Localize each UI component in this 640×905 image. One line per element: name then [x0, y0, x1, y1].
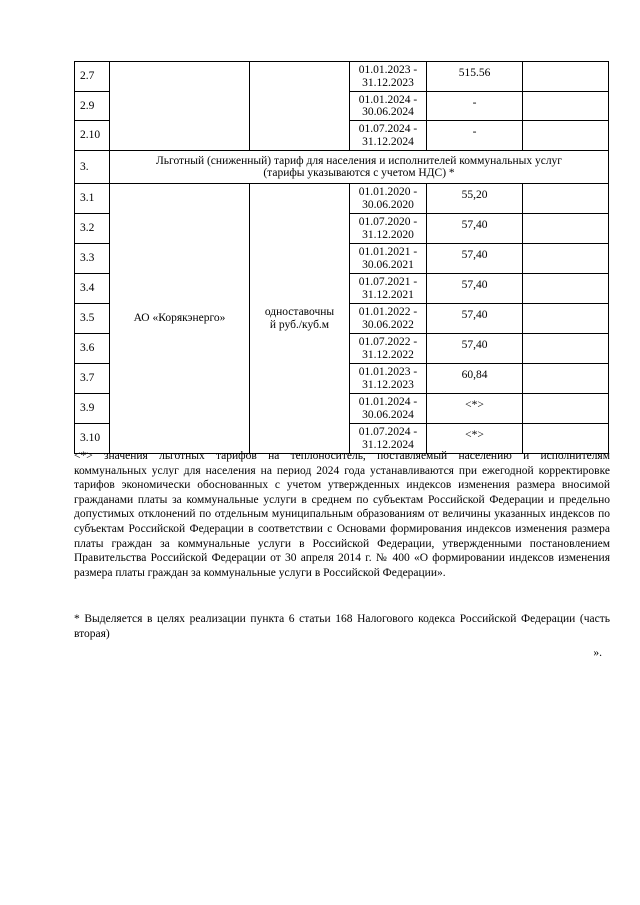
- tariff-value: 57,40: [427, 304, 523, 334]
- row-number: 3.9: [75, 394, 110, 424]
- row-number: 2.9: [75, 92, 110, 121]
- period-cell: 01.01.2022 - 30.06.2022: [350, 304, 427, 334]
- footnote-star: <*> значения льготных тарифов на теплоноситель, поставляемый населению и исполнителям коммунальных услуг для населения на период 2024 года устанавливаются при ежегодной корректировке тарифов экономически обоснованных с учетом утвержденных индексов изменения размера вносимой гражданами платы за коммунальные услуги в среднем по субъектам Российской Федерации и предельно допустимых отклонений по отдельным муниципальным образованиям от величины указанных индексов по субъектам Российской Федерации в соответствии с Основами формирования индексов изменения размера платы граждан за коммунальные услуги в Российской Федерации, утвержденными постановлением Правительства Российской Федерации от 30 апреля 2014 г. № 400 «О формировании индексов изменения размера платы граждан за коммунальные услуги в Российской Федерации».: [74, 450, 610, 579]
- tariff-value: 57,40: [427, 274, 523, 304]
- period-cell: 01.07.2024 - 31.12.2024: [350, 424, 427, 454]
- tariff-value: 55,20: [427, 184, 523, 214]
- tariff-value: 60,84: [427, 364, 523, 394]
- empty-cell: [523, 304, 609, 334]
- section-number: 3.: [75, 151, 110, 184]
- tariff-table: [74, 61, 609, 454]
- tariff-value: 515.56: [427, 62, 523, 92]
- empty-cell: [523, 92, 609, 121]
- footnote-nds: * Выделяется в целях реализации пункта 6 статьи 168 Налогового кодекса Российской Федерации (часть вторая): [74, 613, 610, 640]
- row-number: 3.7: [75, 364, 110, 394]
- row-number: 2.10: [75, 121, 110, 151]
- tariff-value: -: [427, 121, 523, 151]
- empty-cell: [523, 214, 609, 244]
- table-row: [75, 184, 609, 214]
- section-header-row: [75, 151, 609, 184]
- row-number: 3.3: [75, 244, 110, 274]
- row-number: 3.6: [75, 334, 110, 364]
- period-cell: 01.01.2020 - 30.06.2020: [350, 184, 427, 214]
- period-cell: 01.01.2023 - 31.12.2023: [350, 62, 427, 92]
- empty-cell: [523, 274, 609, 304]
- period-cell: 01.01.2024 - 30.06.2024: [350, 394, 427, 424]
- period-cell: 01.07.2024 - 31.12.2024: [350, 121, 427, 151]
- tariff-value: 57,40: [427, 334, 523, 364]
- period-cell: 01.07.2020 - 31.12.2020: [350, 214, 427, 244]
- row-number: 3.4: [75, 274, 110, 304]
- tariff-value: 57,40: [427, 214, 523, 244]
- period-cell: 01.07.2021 - 31.12.2021: [350, 274, 427, 304]
- period-cell: 01.01.2021 - 30.06.2021: [350, 244, 427, 274]
- empty-cell: [523, 184, 609, 214]
- empty-cell: [523, 364, 609, 394]
- period-cell: 01.07.2022 - 31.12.2022: [350, 334, 427, 364]
- table-row: [75, 62, 609, 92]
- row-number: 3.5: [75, 304, 110, 334]
- row-number: 3.2: [75, 214, 110, 244]
- tariff-value: -: [427, 92, 523, 121]
- section-title: Льготный (сниженный) тариф для населения и исполнителей коммунальных услуг (тарифы указываются с учетом НДС) *: [110, 151, 609, 184]
- row-number: 3.10: [75, 424, 110, 454]
- tariff-value: 57,40: [427, 244, 523, 274]
- tariff-value: <*>: [427, 424, 523, 454]
- empty-cell: [523, 121, 609, 151]
- row-number: 3.1: [75, 184, 110, 214]
- empty-cell: [523, 62, 609, 92]
- empty-cell: [523, 334, 609, 364]
- period-cell: 01.01.2024 - 30.06.2024: [350, 92, 427, 121]
- tariff-type: одноставочны й руб./куб.м: [250, 184, 350, 454]
- tariff-value: <*>: [427, 394, 523, 424]
- empty-cell: [523, 244, 609, 274]
- org-cell-empty: [110, 62, 250, 151]
- closing-quote: ».: [593, 647, 602, 659]
- period-cell: 01.01.2023 - 31.12.2023: [350, 364, 427, 394]
- organization-name: АО «Корякэнерго»: [110, 184, 250, 454]
- tariff-type-cell-empty: [250, 62, 350, 151]
- row-number: 2.7: [75, 62, 110, 92]
- empty-cell: [523, 394, 609, 424]
